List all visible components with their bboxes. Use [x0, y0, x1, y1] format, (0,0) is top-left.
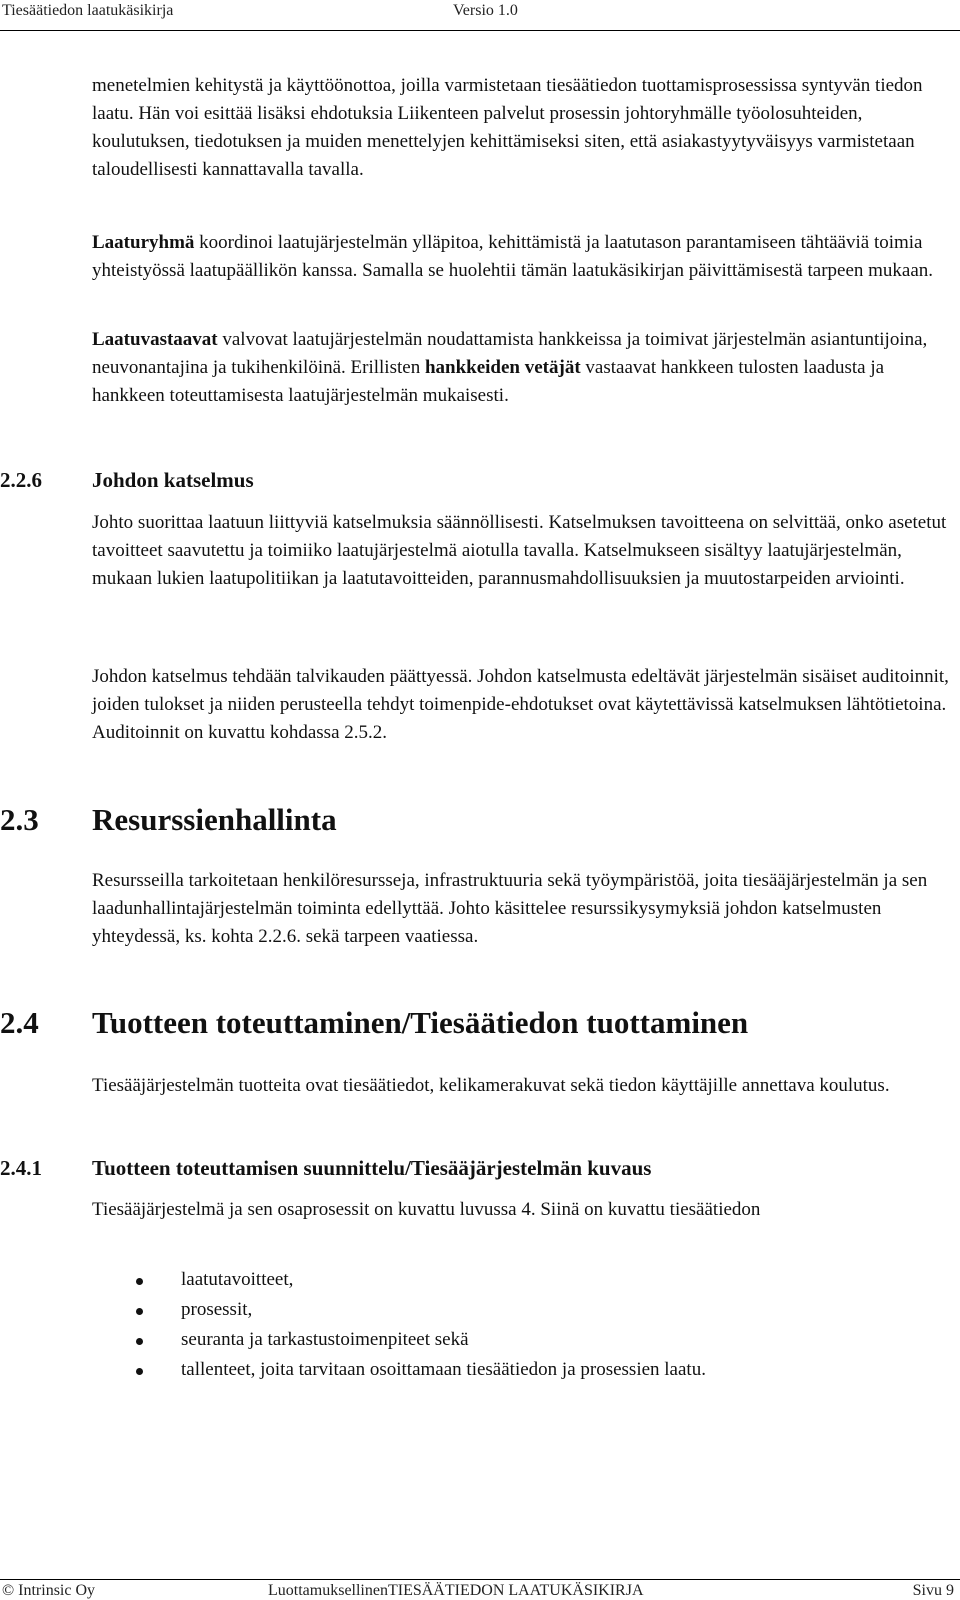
- list-item-text: seuranta ja tarkastustoimenpiteet sekä: [181, 1329, 469, 1350]
- footer-confidential-title: LuottamuksellinenTIESÄÄTIEDON LAATUKÄSIKIRJA: [268, 1582, 644, 1599]
- bullet-icon: [136, 1338, 143, 1345]
- heading-tuotteen-toteuttaminen: Tuotteen toteuttaminen/Tiesäätiedon tuottaminen: [92, 1005, 749, 1040]
- header-doc-title: Tiesäätiedon laatukäsikirja: [2, 2, 174, 19]
- heading-2-3-number: 2.3: [0, 802, 39, 837]
- list-item-text: prosessit,: [181, 1299, 253, 1320]
- header-version: Versio 1.0: [453, 2, 518, 19]
- page-footer: [0, 1579, 960, 1600]
- paragraph-talvikausi: Johdon katselmus tehdään talvikauden päättyessä. Johdon katselmusta edeltävät järjestelmän sisäiset auditoinnit, joiden tulokset ja niiden perusteella tehdyt toimenpide-ehdotukset ovat käytettävissä katselmuksen lähtötietoina. Auditoinnit on kuvattu kohdassa 2.5.2.: [92, 666, 949, 743]
- paragraph-laaturyhma: [92, 229, 954, 285]
- heading-johdon-katselmus: Johdon katselmus: [92, 468, 254, 492]
- heading-2-2-6-number: 2.2.6: [0, 468, 42, 492]
- bullet-icon: [136, 1308, 143, 1315]
- footer-copyright: © Intrinsic Oy: [2, 1582, 96, 1599]
- list-item-text: tallenteet, joita tarvitaan osoittamaan tiesäätiedon ja prosessien laatu.: [181, 1359, 706, 1380]
- term-laaturyhma: Laaturyhmä: [92, 232, 195, 253]
- paragraph-katselmukset: Johto suorittaa laatuun liittyviä katselmuksia säännöllisesti. Katselmuksen tavoitteena on selvittää, onko asetetut tavoitteet saavutettu ja toimiiko laatujärjestelmä aiotulla tavalla. Katselmukseen sisältyy laatujärjestelmän, mukaan lukien laatupolitiikan ja laatutavoitteiden, parannusmahdollisuuksien ja muutostarpeiden arviointi.: [92, 512, 947, 589]
- paragraph-vetajat-text: vastaavat hankkeen tulosten laadusta ja hankkeen toteuttamisesta laatujärjestelmän mukaisesti.: [92, 357, 885, 406]
- heading-resurssienhallinta: Resurssienhallinta: [92, 802, 337, 837]
- list-item-text: laatutavoitteet,: [181, 1269, 294, 1290]
- paragraph-laaturyhma-text: koordinoi laatujärjestelmän ylläpitoa, kehittämistä ja laatutason parantamiseen tähtääviä toimia yhteistyössä laatupäällikön kanssa. Samalla se huolehtii tämän laatukäsikirjan päivittämisestä tarpeen mukaan.: [92, 232, 934, 281]
- paragraph-tuotteet: Tiesääjärjestelmän tuotteita ovat tiesäätiedot, kelikamerakuvat sekä tiedon käyttäjille annettava koulutus.: [92, 1075, 890, 1096]
- bullet-icon: [136, 1278, 143, 1285]
- heading-suunnittelu: Tuotteen toteuttamisen suunnittelu/Tiesääjärjestelmän kuvaus: [92, 1156, 652, 1180]
- paragraph-laatuvastaavat-text: valvovat laatujärjestelmän noudattamista hankkeissa ja toimivat järjestelmän asiantuntijoina, neuvonantajina ja tukihenkilöinä. Erillisten: [92, 329, 928, 378]
- heading-2-4-number: 2.4: [0, 1005, 39, 1040]
- paragraph-development: menetelmien kehitystä ja käyttöönottoa, joilla varmistetaan tiesäätiedon tuottamisprosessissa syntyvän tiedon laatu. Hän voi esittää lisäksi ehdotuksia Liikenteen palvelut prosessin johtoryhmälle työolosuhteiden, koulutuksen, tiedotuksen ja muiden menettelyjen kehittämiseksi siten, että asiakastyytyväisyys varmistetaan taloudellisesti kannattavalla tavalla.: [92, 75, 923, 180]
- term-hankkeiden-vetajat: hankkeiden vetäjät: [424, 357, 581, 378]
- page-header: [0, 0, 960, 31]
- bullet-icon: [136, 1368, 143, 1375]
- paragraph-resurssit: Resursseilla tarkoitetaan henkilöresursseja, infrastruktuuria sekä työympäristöä, joita tiesääjärjestelmän ja sen laadunhallintajärjestelmän toiminta edellyttää. Johto käsittelee resurssikysymyksiä johdon katselmusten yhteydessä, ks. kohta 2.2.6. sekä tarpeen vaatiessa.: [92, 870, 928, 947]
- heading-2-4-1-number: 2.4.1: [0, 1156, 42, 1180]
- paragraph-laatuvastaavat: [92, 326, 954, 410]
- footer-page-number: Sivu 9: [912, 1582, 954, 1599]
- paragraph-kuvaus: Tiesääjärjestelmä ja sen osaprosessit on kuvattu luvussa 4. Siinä on kuvattu tiesäätiedon: [92, 1199, 761, 1220]
- term-laatuvastaavat: Laatuvastaavat: [92, 329, 218, 350]
